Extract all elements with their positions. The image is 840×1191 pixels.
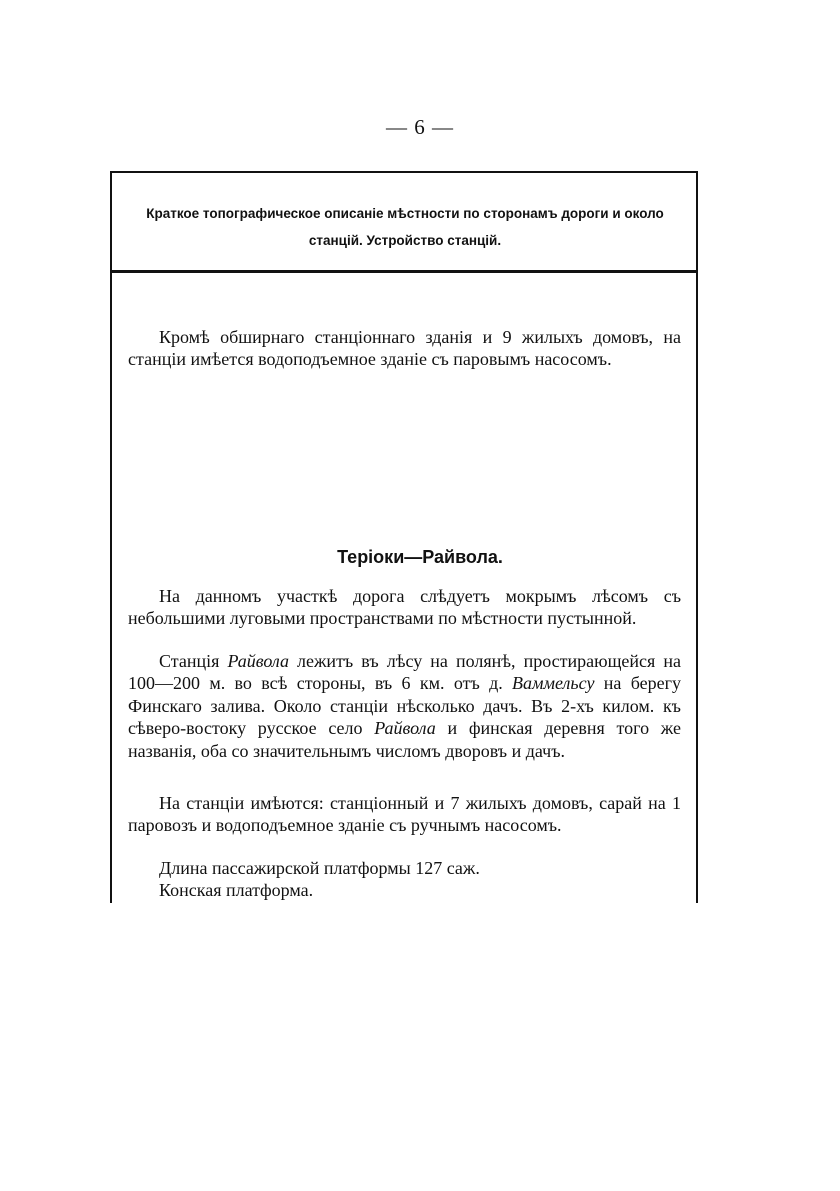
station-text-3: на берегу Финскаго залива. Около станціи нѣсколько дачъ. Въ 2-хъ килом. къ сѣверо-востоку русское село (128, 673, 681, 739)
place-name-raivola-village: Райвола (374, 718, 436, 739)
platform-length-line: Длина пассажирской платформы 127 саж. (159, 858, 480, 878)
station-paragraph (128, 650, 681, 762)
facilities-paragraph: На станціи имѣются: станціонный и 7 жилыхъ домовъ, сарай на 1 паровозъ и водоподъемное зданіе съ ручнымъ насосомъ. (128, 793, 681, 836)
intro-paragraph: Кромѣ обширнаго станціоннаго зданія и 9 жилыхъ домовъ, на станціи имѣется водоподъемное зданіе съ паровымъ насосомъ. (128, 327, 681, 370)
station-text-1: Станція (159, 651, 228, 671)
station-text-2: лежитъ въ лѣсу на полянѣ, простирающейся на 100—200 м. во всѣ стороны, въ 6 км. отъ д. (128, 651, 681, 694)
horse-platform-line: Конская платформа. (159, 880, 314, 900)
place-name-vammelsu: Ваммельсу (512, 673, 595, 694)
table-header-rule (110, 270, 696, 273)
page-number: — 6 — (386, 115, 454, 139)
place-name-raivola: Райвола (227, 651, 289, 671)
table-column-header: Краткое топографическое описаніе мѣстности по сторонамъ дороги и около станцій. Устройство станцій. (146, 206, 664, 248)
section-title: Теріоки—Райвола. (337, 547, 503, 567)
table-top-rule (110, 171, 696, 173)
station-text-4: и финская деревня того же названія, оба со значительнымъ числомъ дворовъ и дачъ. (128, 718, 681, 761)
route-paragraph: На данномъ участкѣ дорога слѣдуетъ мокрымъ лѣсомъ съ небольшими луговыми пространствами по мѣстности пустынной. (128, 586, 681, 629)
